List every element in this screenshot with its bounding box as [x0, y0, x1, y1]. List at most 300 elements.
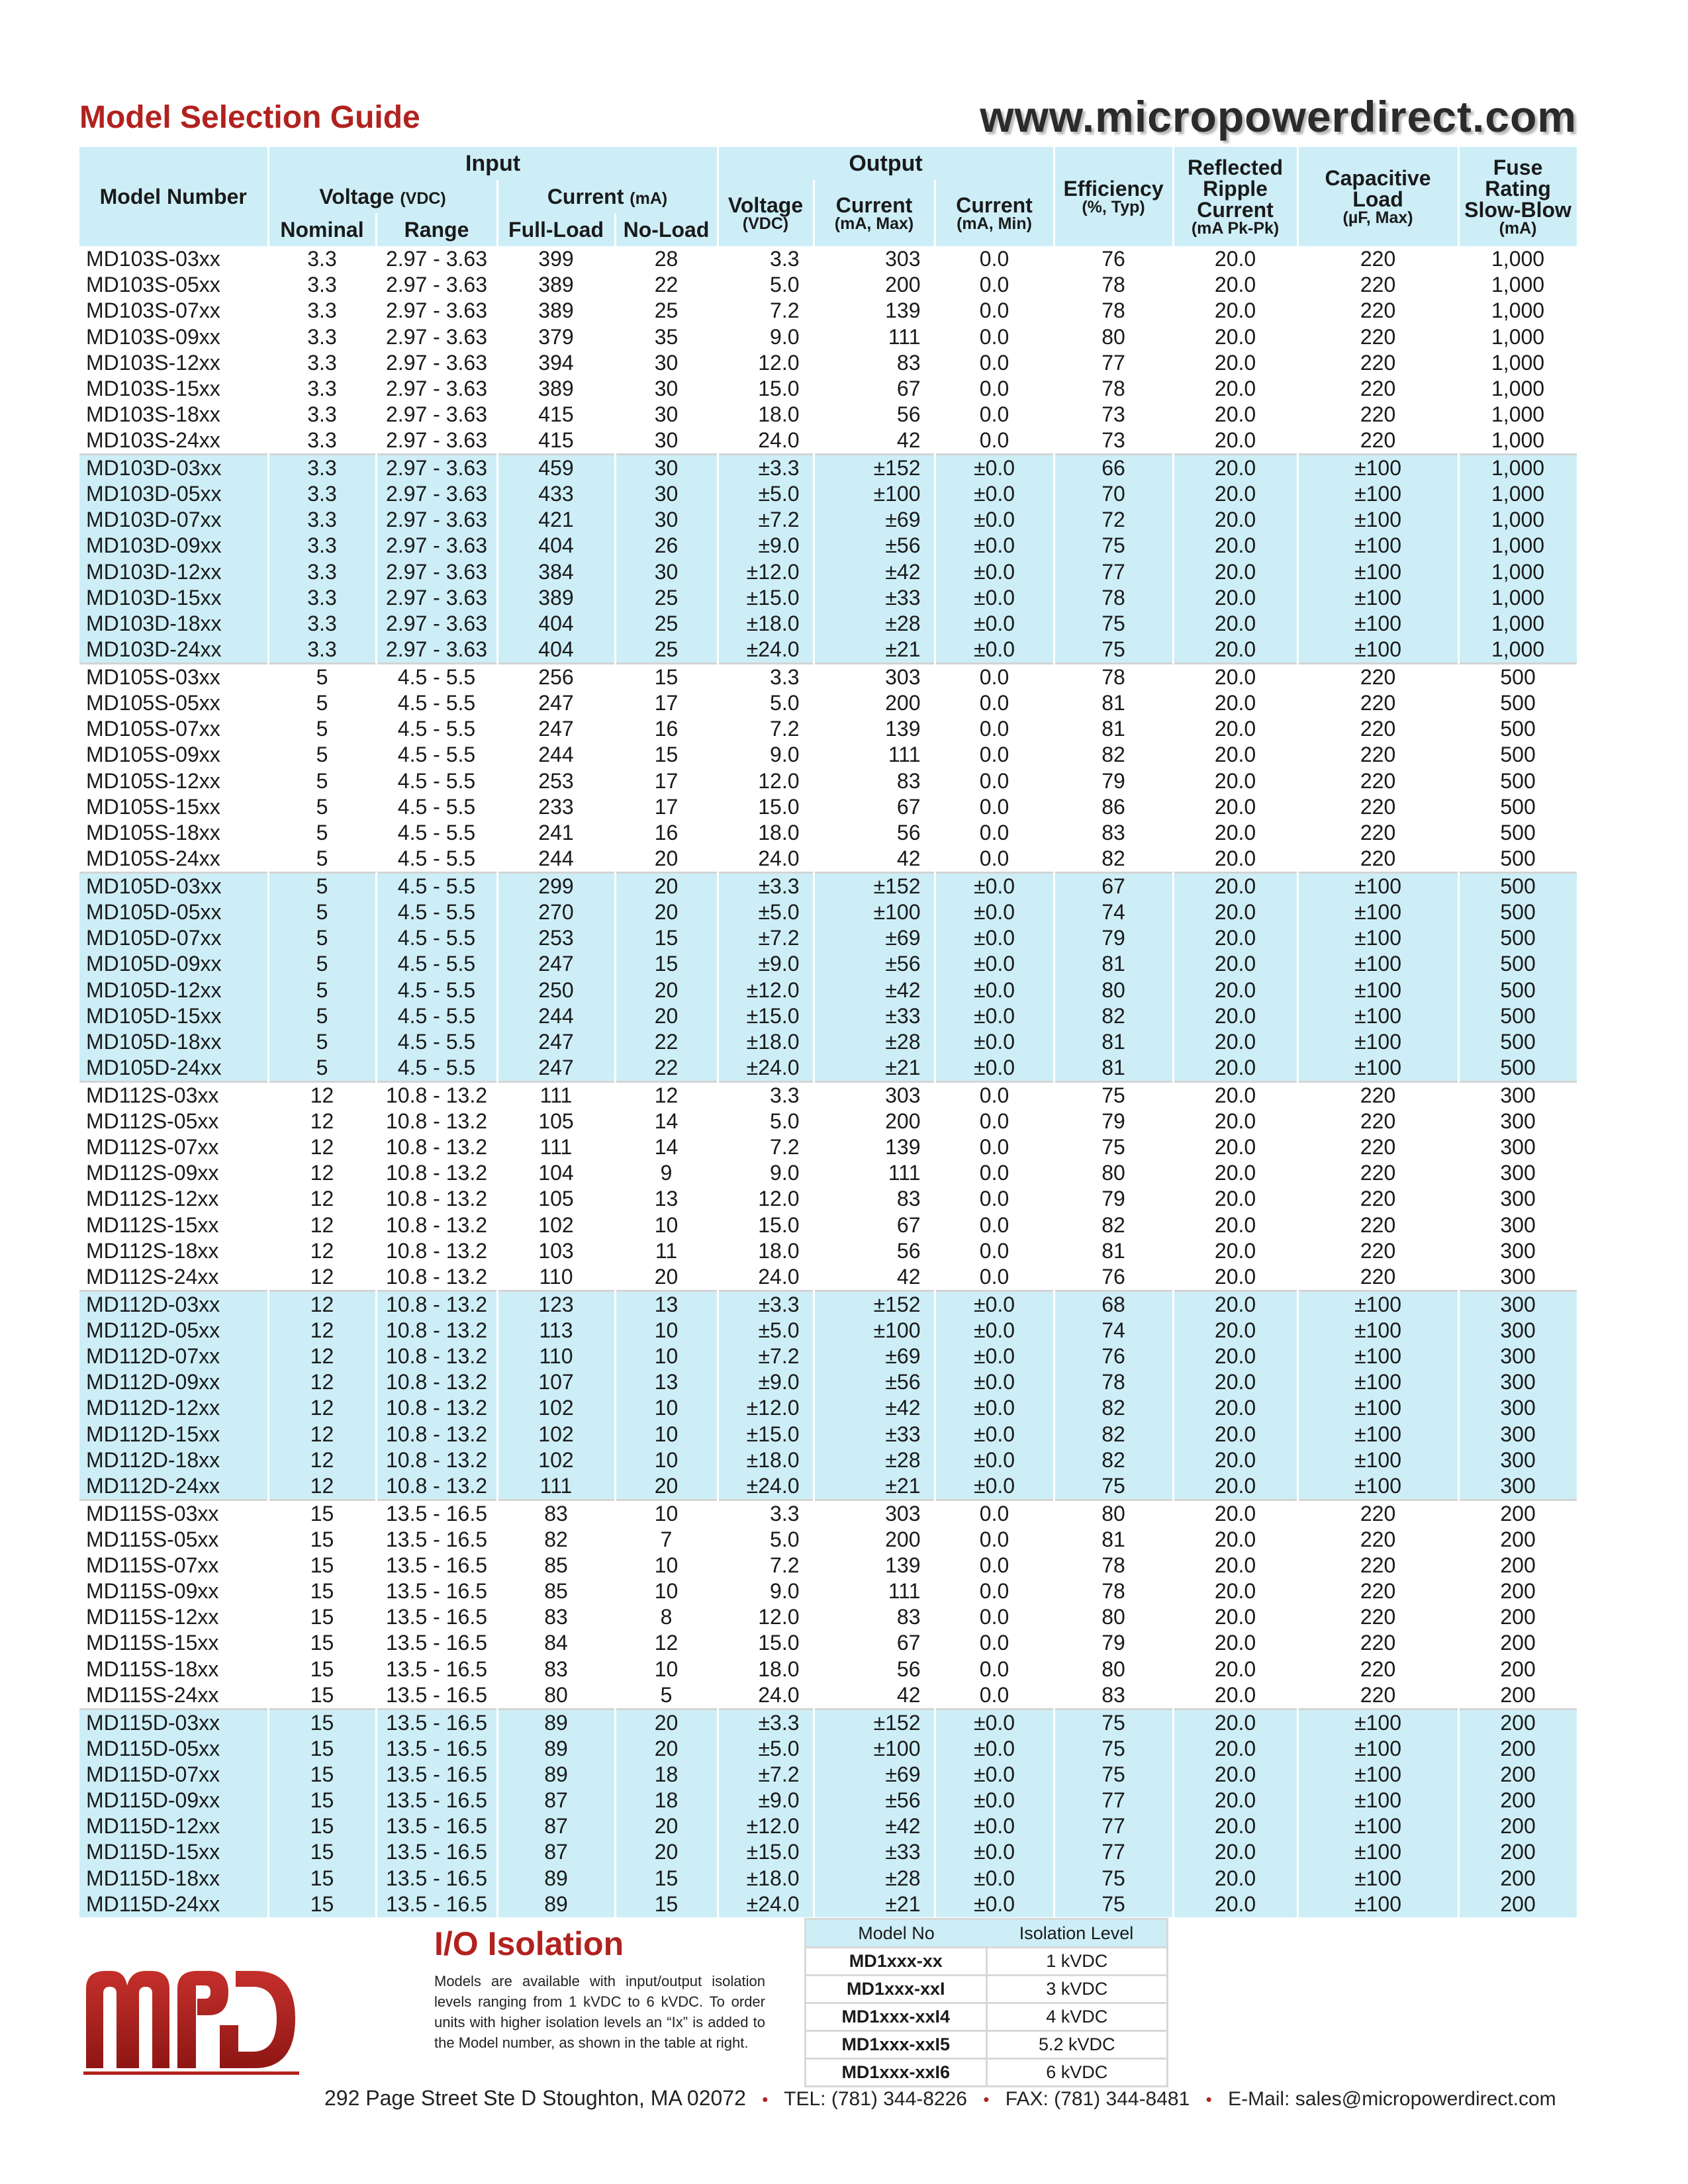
cell-output-current-max: ±21 [814, 1055, 935, 1082]
cell-efficiency: 75 [1054, 1473, 1173, 1500]
cell-no-load: 30 [615, 428, 718, 455]
cell-no-load: 12 [615, 1630, 718, 1656]
cell-capacitive-load: ±100 [1297, 559, 1458, 585]
cell-no-load: 10 [615, 1500, 718, 1527]
cell-output-current-max: 56 [814, 402, 935, 428]
cell-efficiency: 80 [1054, 1160, 1173, 1186]
cell-output-current-max: ±152 [814, 1291, 935, 1318]
cell-output-current-max: ±152 [814, 455, 935, 482]
cell-full-load: 399 [497, 246, 615, 272]
cell-capacitive-load: ±100 [1297, 1318, 1458, 1343]
cell-fuse-rating: 1,000 [1458, 481, 1577, 507]
cell-output-current-min: ±0.0 [935, 507, 1054, 533]
cell-input-nominal: 5 [268, 899, 376, 925]
cell-capacitive-load: ±100 [1297, 1788, 1458, 1813]
page-title: Model Selection Guide [79, 100, 420, 135]
cell-input-nominal: 3.3 [268, 481, 376, 507]
cell-no-load: 25 [615, 611, 718, 637]
cell-model-number: MD115S-24xx [79, 1682, 268, 1709]
cell-fuse-rating: 1,000 [1458, 611, 1577, 637]
cell-fuse-rating: 500 [1458, 820, 1577, 846]
cell-input-range: 2.97 - 3.63 [376, 533, 497, 559]
cell-output-current-max: ±28 [814, 1447, 935, 1473]
cell-output-voltage: 15.0 [718, 1212, 814, 1238]
cell-fuse-rating: 300 [1458, 1473, 1577, 1500]
cell-fuse-rating: 500 [1458, 742, 1577, 768]
header-ripple: Reflected Ripple Current (mA Pk-Pk) [1173, 147, 1297, 246]
isolation-row [806, 1976, 1168, 2003]
cell-full-load: 83 [497, 1657, 615, 1682]
cell-full-load: 244 [497, 1003, 615, 1029]
cell-output-current-min: 0.0 [935, 1109, 1054, 1134]
cell-full-load: 110 [497, 1343, 615, 1369]
cell-no-load: 15 [615, 1866, 718, 1891]
cell-input-range: 10.8 - 13.2 [376, 1421, 497, 1447]
header-model-number: Model Number [79, 147, 268, 246]
cell-output-current-min: ±0.0 [935, 899, 1054, 925]
header-input-voltage: Voltage (VDC) [268, 180, 497, 213]
cell-input-nominal: 5 [268, 951, 376, 977]
cell-ripple-current: 20.0 [1173, 1029, 1297, 1055]
table-row [79, 1813, 1577, 1839]
cell-output-current-min: 0.0 [935, 768, 1054, 794]
table-row [79, 402, 1577, 428]
cell-input-range: 2.97 - 3.63 [376, 324, 497, 349]
cell-efficiency: 83 [1054, 820, 1173, 846]
cell-fuse-rating: 500 [1458, 951, 1577, 977]
cell-output-current-max: 303 [814, 246, 935, 272]
cell-ripple-current: 20.0 [1173, 637, 1297, 664]
cell-output-current-min: 0.0 [935, 1604, 1054, 1630]
cell-input-nominal: 15 [268, 1527, 376, 1553]
cell-fuse-rating: 1,000 [1458, 507, 1577, 533]
cell-output-current-max: ±69 [814, 1343, 935, 1369]
table-row [79, 1578, 1577, 1604]
header-efficiency: Efficiency (%, Typ) [1054, 147, 1173, 246]
cell-output-voltage: 15.0 [718, 794, 814, 820]
cell-input-range: 13.5 - 16.5 [376, 1604, 497, 1630]
cell-input-nominal: 3.3 [268, 324, 376, 349]
cell-output-current-min: 0.0 [935, 350, 1054, 376]
cell-efficiency: 82 [1054, 1447, 1173, 1473]
cell-full-load: 247 [497, 716, 615, 742]
cell-ripple-current: 20.0 [1173, 1109, 1297, 1134]
cell-efficiency: 80 [1054, 324, 1173, 349]
cell-capacitive-load: 220 [1297, 1212, 1458, 1238]
cell-fuse-rating: 300 [1458, 1238, 1577, 1264]
cell-capacitive-load: ±100 [1297, 637, 1458, 664]
cell-fuse-rating: 1,000 [1458, 246, 1577, 272]
cell-output-current-max: ±100 [814, 899, 935, 925]
table-row [79, 1788, 1577, 1813]
cell-full-load: 247 [497, 1029, 615, 1055]
cell-capacitive-load: 220 [1297, 1500, 1458, 1527]
cell-full-load: 102 [497, 1447, 615, 1473]
cell-input-nominal: 12 [268, 1109, 376, 1134]
footer-email[interactable]: E-Mail: sales@micropowerdirect.com [1228, 2088, 1556, 2110]
table-row [79, 376, 1577, 402]
cell-output-current-min: ±0.0 [935, 1003, 1054, 1029]
cell-output-current-max: 303 [814, 1500, 935, 1527]
cell-model-number: MD112S-15xx [79, 1212, 268, 1238]
cell-output-current-min: ±0.0 [935, 585, 1054, 611]
cell-input-range: 4.5 - 5.5 [376, 951, 497, 977]
cell-efficiency: 75 [1054, 637, 1173, 664]
cell-efficiency: 77 [1054, 1788, 1173, 1813]
cell-efficiency: 68 [1054, 1291, 1173, 1318]
footer-separator: • [983, 2089, 990, 2109]
cell-output-current-max: 303 [814, 664, 935, 691]
cell-input-range: 2.97 - 3.63 [376, 611, 497, 637]
cell-full-load: 250 [497, 977, 615, 1003]
cell-model-number: MD115S-09xx [79, 1578, 268, 1604]
cell-input-nominal: 12 [268, 1395, 376, 1421]
cell-input-nominal: 5 [268, 742, 376, 768]
cell-input-nominal: 15 [268, 1813, 376, 1839]
cell-full-load: 102 [497, 1421, 615, 1447]
cell-no-load: 18 [615, 1788, 718, 1813]
cell-output-current-min: ±0.0 [935, 1029, 1054, 1055]
cell-capacitive-load: 220 [1297, 376, 1458, 402]
cell-no-load: 10 [615, 1553, 718, 1578]
cell-model-number: MD105D-07xx [79, 925, 268, 951]
cell-input-nominal: 15 [268, 1891, 376, 1917]
cell-model-number: MD103D-03xx [79, 455, 268, 482]
cell-capacitive-load: 220 [1297, 272, 1458, 298]
cell-output-voltage: ±18.0 [718, 1866, 814, 1891]
cell-input-range: 13.5 - 16.5 [376, 1630, 497, 1656]
cell-no-load: 17 [615, 690, 718, 716]
cell-capacitive-load: ±100 [1297, 1891, 1458, 1917]
cell-full-load: 459 [497, 455, 615, 482]
cell-output-voltage: ±7.2 [718, 1343, 814, 1369]
cell-model-number: MD103S-05xx [79, 272, 268, 298]
cell-input-range: 13.5 - 16.5 [376, 1578, 497, 1604]
header-full-load: Full-Load [497, 213, 615, 246]
cell-no-load: 30 [615, 350, 718, 376]
cell-fuse-rating: 200 [1458, 1813, 1577, 1839]
cell-full-load: 253 [497, 768, 615, 794]
cell-output-voltage: ±5.0 [718, 899, 814, 925]
cell-output-current-max: 200 [814, 1527, 935, 1553]
cell-output-voltage: ±15.0 [718, 585, 814, 611]
cell-output-current-min: 0.0 [935, 324, 1054, 349]
table-row [79, 324, 1577, 349]
cell-capacitive-load: 220 [1297, 1264, 1458, 1291]
cell-output-current-min: ±0.0 [935, 1318, 1054, 1343]
header-capacitive-load: Capacitive Load (µF, Max) [1297, 147, 1458, 246]
cell-model-number: MD112S-05xx [79, 1109, 268, 1134]
cell-no-load: 20 [615, 1264, 718, 1291]
cell-no-load: 13 [615, 1291, 718, 1318]
cell-full-load: 89 [497, 1709, 615, 1736]
cell-no-load: 7 [615, 1527, 718, 1553]
cell-fuse-rating: 500 [1458, 1029, 1577, 1055]
footer-address: 292 Page Street Ste D Stoughton, MA 02072 [324, 2086, 746, 2110]
cell-efficiency: 78 [1054, 1369, 1173, 1395]
cell-output-current-min: 0.0 [935, 664, 1054, 691]
cell-ripple-current: 20.0 [1173, 1682, 1297, 1709]
cell-full-load: 433 [497, 481, 615, 507]
cell-full-load: 89 [497, 1762, 615, 1788]
cell-output-current-max: ±56 [814, 533, 935, 559]
cell-ripple-current: 20.0 [1173, 1186, 1297, 1212]
cell-ripple-current: 20.0 [1173, 1421, 1297, 1447]
header-nominal: Nominal [268, 213, 376, 246]
cell-efficiency: 74 [1054, 899, 1173, 925]
table-row [79, 742, 1577, 768]
cell-efficiency: 80 [1054, 1500, 1173, 1527]
cell-output-current-min: ±0.0 [935, 559, 1054, 585]
cell-input-nominal: 12 [268, 1212, 376, 1238]
cell-no-load: 18 [615, 1762, 718, 1788]
cell-model-number: MD115D-18xx [79, 1866, 268, 1891]
isolation-model: MD1xxx-xx [806, 1948, 987, 1976]
cell-full-load: 421 [497, 507, 615, 533]
cell-output-current-max: ±28 [814, 611, 935, 637]
cell-model-number: MD105S-24xx [79, 846, 268, 873]
cell-no-load: 13 [615, 1186, 718, 1212]
table-row [79, 1604, 1577, 1630]
cell-efficiency: 82 [1054, 846, 1173, 873]
cell-output-current-min: 0.0 [935, 716, 1054, 742]
cell-capacitive-load: ±100 [1297, 872, 1458, 899]
cell-no-load: 20 [615, 872, 718, 899]
cell-model-number: MD103S-09xx [79, 324, 268, 349]
table-row [79, 611, 1577, 637]
cell-efficiency: 76 [1054, 1343, 1173, 1369]
isolation-level: 4 kVDC [986, 2003, 1168, 2031]
cell-output-current-max: ±100 [814, 1736, 935, 1762]
cell-output-current-max: ±42 [814, 559, 935, 585]
cell-output-current-max: 56 [814, 1238, 935, 1264]
table-row [79, 1343, 1577, 1369]
cell-fuse-rating: 200 [1458, 1682, 1577, 1709]
cell-ripple-current: 20.0 [1173, 1578, 1297, 1604]
table-row [79, 481, 1577, 507]
cell-output-voltage: ±3.3 [718, 1709, 814, 1736]
cell-no-load: 10 [615, 1421, 718, 1447]
cell-output-current-max: 139 [814, 1553, 935, 1578]
cell-full-load: 415 [497, 402, 615, 428]
cell-ripple-current: 20.0 [1173, 1055, 1297, 1082]
cell-input-nominal: 5 [268, 820, 376, 846]
cell-output-current-max: ±33 [814, 585, 935, 611]
cell-output-current-min: 0.0 [935, 246, 1054, 272]
cell-output-current-min: 0.0 [935, 1134, 1054, 1160]
cell-ripple-current: 20.0 [1173, 324, 1297, 349]
cell-input-range: 2.97 - 3.63 [376, 455, 497, 482]
table-row [79, 1762, 1577, 1788]
cell-ripple-current: 20.0 [1173, 585, 1297, 611]
cell-input-nominal: 3.3 [268, 402, 376, 428]
cell-output-current-max: 200 [814, 272, 935, 298]
cell-output-current-max: ±42 [814, 977, 935, 1003]
cell-ripple-current: 20.0 [1173, 1264, 1297, 1291]
cell-input-range: 2.97 - 3.63 [376, 428, 497, 455]
header-fuse-rating: Fuse Rating Slow-Blow (mA) [1458, 147, 1577, 246]
table-row [79, 664, 1577, 691]
cell-ripple-current: 20.0 [1173, 481, 1297, 507]
cell-model-number: MD115D-07xx [79, 1762, 268, 1788]
cell-fuse-rating: 1,000 [1458, 324, 1577, 349]
cell-ripple-current: 20.0 [1173, 611, 1297, 637]
cell-full-load: 87 [497, 1839, 615, 1865]
table-row [79, 716, 1577, 742]
cell-output-voltage: 5.0 [718, 690, 814, 716]
cell-ripple-current: 20.0 [1173, 768, 1297, 794]
cell-input-range: 4.5 - 5.5 [376, 820, 497, 846]
cell-input-range: 13.5 - 16.5 [376, 1866, 497, 1891]
cell-output-current-max: 83 [814, 350, 935, 376]
cell-no-load: 5 [615, 1682, 718, 1709]
isolation-title: I/O Isolation [434, 1925, 624, 1962]
cell-model-number: MD103S-24xx [79, 428, 268, 455]
cell-model-number: MD115S-05xx [79, 1527, 268, 1553]
cell-fuse-rating: 500 [1458, 794, 1577, 820]
cell-input-range: 10.8 - 13.2 [376, 1109, 497, 1134]
cell-output-voltage: ±9.0 [718, 533, 814, 559]
cell-full-load: 83 [497, 1500, 615, 1527]
cell-efficiency: 75 [1054, 1134, 1173, 1160]
cell-input-range: 4.5 - 5.5 [376, 664, 497, 691]
cell-fuse-rating: 1,000 [1458, 455, 1577, 482]
cell-model-number: MD115D-03xx [79, 1709, 268, 1736]
cell-output-voltage: 24.0 [718, 1682, 814, 1709]
cell-output-current-min: 0.0 [935, 1212, 1054, 1238]
cell-full-load: 270 [497, 899, 615, 925]
cell-no-load: 15 [615, 742, 718, 768]
cell-ripple-current: 20.0 [1173, 899, 1297, 925]
cell-model-number: MD112D-24xx [79, 1473, 268, 1500]
cell-output-current-min: 0.0 [935, 1527, 1054, 1553]
cell-capacitive-load: 220 [1297, 1630, 1458, 1656]
cell-input-range: 2.97 - 3.63 [376, 585, 497, 611]
cell-no-load: 10 [615, 1657, 718, 1682]
cell-efficiency: 80 [1054, 1604, 1173, 1630]
cell-model-number: MD105S-12xx [79, 768, 268, 794]
cell-output-voltage: 9.0 [718, 1160, 814, 1186]
table-row [79, 820, 1577, 846]
cell-ripple-current: 20.0 [1173, 1813, 1297, 1839]
cell-fuse-rating: 500 [1458, 768, 1577, 794]
cell-output-voltage: 12.0 [718, 768, 814, 794]
cell-efficiency: 73 [1054, 428, 1173, 455]
footer-separator: • [762, 2089, 769, 2109]
cell-input-range: 10.8 - 13.2 [376, 1212, 497, 1238]
table-row [79, 1657, 1577, 1682]
cell-output-voltage: ±24.0 [718, 1891, 814, 1917]
cell-capacitive-load: 220 [1297, 1682, 1458, 1709]
table-row [79, 794, 1577, 820]
cell-full-load: 111 [497, 1134, 615, 1160]
table-row [79, 846, 1577, 873]
cell-fuse-rating: 300 [1458, 1081, 1577, 1109]
cell-output-current-min: ±0.0 [935, 1447, 1054, 1473]
cell-output-voltage: 18.0 [718, 820, 814, 846]
cell-ripple-current: 20.0 [1173, 1891, 1297, 1917]
cell-input-nominal: 12 [268, 1134, 376, 1160]
cell-output-voltage: ±3.3 [718, 1291, 814, 1318]
cell-ripple-current: 20.0 [1173, 1134, 1297, 1160]
cell-no-load: 14 [615, 1134, 718, 1160]
cell-output-voltage: 5.0 [718, 272, 814, 298]
cell-output-current-max: 42 [814, 846, 935, 873]
footer-fax: FAX: (781) 344-8481 [1005, 2088, 1190, 2110]
cell-ripple-current: 20.0 [1173, 1866, 1297, 1891]
cell-full-load: 244 [497, 846, 615, 873]
cell-input-range: 4.5 - 5.5 [376, 716, 497, 742]
cell-input-nominal: 15 [268, 1630, 376, 1656]
cell-efficiency: 83 [1054, 1682, 1173, 1709]
cell-fuse-rating: 300 [1458, 1109, 1577, 1134]
cell-model-number: MD103S-03xx [79, 246, 268, 272]
cell-fuse-rating: 1,000 [1458, 298, 1577, 324]
table-row [79, 637, 1577, 664]
cell-model-number: MD115D-15xx [79, 1839, 268, 1865]
table-row [79, 1839, 1577, 1865]
cell-ripple-current: 20.0 [1173, 1657, 1297, 1682]
cell-efficiency: 75 [1054, 533, 1173, 559]
cell-no-load: 8 [615, 1604, 718, 1630]
cell-efficiency: 81 [1054, 1029, 1173, 1055]
table-row [79, 690, 1577, 716]
cell-model-number: MD115D-12xx [79, 1813, 268, 1839]
cell-ripple-current: 20.0 [1173, 428, 1297, 455]
cell-input-range: 10.8 - 13.2 [376, 1369, 497, 1395]
cell-output-current-min: 0.0 [935, 690, 1054, 716]
cell-capacitive-load: ±100 [1297, 899, 1458, 925]
cell-ripple-current: 20.0 [1173, 507, 1297, 533]
cell-no-load: 10 [615, 1343, 718, 1369]
cell-input-range: 4.5 - 5.5 [376, 742, 497, 768]
cell-output-current-min: ±0.0 [935, 1839, 1054, 1865]
cell-model-number: MD105D-15xx [79, 1003, 268, 1029]
cell-input-range: 10.8 - 13.2 [376, 1473, 497, 1500]
cell-output-current-min: 0.0 [935, 794, 1054, 820]
header-no-load: No-Load [615, 213, 718, 246]
table-row [79, 1527, 1577, 1553]
cell-input-nominal: 5 [268, 977, 376, 1003]
table-row [79, 455, 1577, 482]
cell-output-current-max: 111 [814, 742, 935, 768]
cell-output-voltage: 7.2 [718, 1134, 814, 1160]
cell-no-load: 17 [615, 794, 718, 820]
cell-fuse-rating: 1,000 [1458, 428, 1577, 455]
cell-model-number: MD112D-05xx [79, 1318, 268, 1343]
cell-output-voltage: ±12.0 [718, 559, 814, 585]
website-url: www.micropowerdirect.com [980, 92, 1577, 141]
cell-output-current-min: ±0.0 [935, 611, 1054, 637]
cell-output-current-max: ±42 [814, 1395, 935, 1421]
cell-model-number: MD105S-15xx [79, 794, 268, 820]
cell-no-load: 17 [615, 768, 718, 794]
cell-output-current-min: ±0.0 [935, 1473, 1054, 1500]
cell-output-current-min: 0.0 [935, 1186, 1054, 1212]
cell-efficiency: 75 [1054, 1762, 1173, 1788]
cell-fuse-rating: 200 [1458, 1709, 1577, 1736]
cell-output-current-max: ±33 [814, 1003, 935, 1029]
table-row [79, 1081, 1577, 1109]
cell-full-load: 394 [497, 350, 615, 376]
cell-fuse-rating: 300 [1458, 1369, 1577, 1395]
cell-ripple-current: 20.0 [1173, 1081, 1297, 1109]
cell-full-load: 102 [497, 1212, 615, 1238]
cell-no-load: 22 [615, 272, 718, 298]
cell-capacitive-load: 220 [1297, 298, 1458, 324]
cell-output-voltage: 5.0 [718, 1109, 814, 1134]
cell-input-range: 4.5 - 5.5 [376, 1003, 497, 1029]
